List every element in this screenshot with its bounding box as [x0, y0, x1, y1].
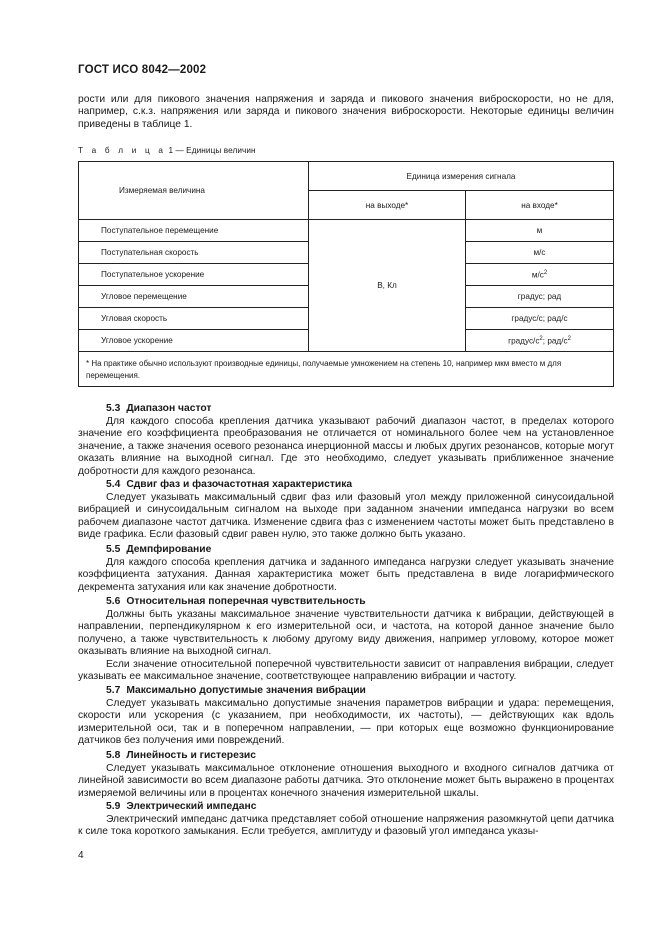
table-caption: [78, 146, 256, 155]
table-footnote: * На практике обычно используют производные единицы, получаемые умножением на степень 10, например мкм вместо м для перемещения.: [79, 352, 614, 387]
section-heading: 5.7 Максимально допустимые значения вибрации: [106, 685, 366, 696]
section-heading: 5.8 Линейность и гистерезис: [106, 750, 256, 761]
row-input-unit: м: [466, 220, 614, 242]
section-paragraph: Для каждого способа крепления датчика и заданного импеданса нагрузки следует указывать значение коэффициента затухания. Данная характеристика может быть представлена в виде логарифмического декремента затухания или как значение добротности.: [78, 557, 614, 593]
row-name: Угловое перемещение: [79, 286, 309, 308]
section-paragraph: Должны быть указаны максимальное значение чувствительности датчика к вибрации, действующей в направлении, перпендикулярном к его измерительной оси, и частота, на которой данное значение было получено, а также чувствительность к любому другому виду движения, например угловому, которое может оказывать влияние на выходной сигнал.: [78, 609, 614, 658]
row-name: Поступательное ускорение: [79, 264, 309, 286]
section-paragraph: Следует указывать максимальный сдвиг фаз или фазовый угол между приложенной синусоидальной вибрацией и синусоидальным сигналом на выходе при заданном значении импеданса нагрузки во всем рабочем диапазоне частот датчика. Изменение сдвига фаз с изменением частоты может быть представлено в виде графика. Если фазовый сдвиг равен нулю, это также должно быть указано.: [78, 492, 614, 541]
row-name: Угловая скорость: [79, 308, 309, 330]
row-input-unit: м/с: [466, 242, 614, 264]
section-paragraph: Если значение относительной поперечной чувствительности зависит от направления вибрации, следует указывать ее максимальное значение, соответствующее направлению вибрации и частоту.: [78, 659, 614, 683]
row-input-unit: градус/$с^2$; рад/$с^2$: [466, 330, 614, 352]
table-caption-text: 1 — Единицы величин: [166, 146, 256, 155]
header-quantity: Измеряемая величина: [79, 162, 309, 220]
section-heading: 5.3 Диапазон частот: [106, 403, 212, 414]
output-unit-cell: В, Кл: [309, 220, 466, 352]
header-signal-unit: Единица измерения сигнала: [309, 162, 614, 191]
section-paragraph: Для каждого способа крепления датчика указывают рабочий диапазон частот, в пределах которого значение его коэффициента преобразования не отличается от номинального более чем на установленное значение, а также значения осевого резонанса инерционной массы и любых других резонансов, которые могут оказать влияние на выходной сигнал. Где это необходимо, следует указывать приближенное значение добротности для каждого резонанса.: [78, 416, 614, 477]
section-heading: 5.6 Относительная поперечная чувствительность: [106, 596, 366, 607]
row-input-unit: $м/с^2$: [466, 264, 614, 286]
page-header: ГОСТ ИСО 8042—2002: [78, 64, 207, 76]
row-name: Угловое ускорение: [79, 330, 309, 352]
table-caption-prefix: Т а б л и ц а: [78, 146, 167, 155]
row-name: Поступательная скорость: [79, 242, 309, 264]
section-paragraph: Следует указывать максимальное отклонение отношения выходного и входного сигналов датчика от линейной зависимости во всем диапазоне работы датчика. Это отклонение может быть выражено в процентах измеряемой величины или в процентах конечного значения измерительной шкалы.: [78, 763, 614, 799]
page-number: 4: [78, 850, 84, 861]
section-paragraph: Электрический импеданс датчика представляет собой отношение напряжения разомкнутой цепи датчика к силе тока короткого замыкания. Если требуется, амплитуду и фазовый угол импеданса указы-: [78, 814, 614, 838]
header-output: на выходе*: [309, 191, 466, 220]
section-heading: 5.9 Электрический импеданс: [106, 801, 257, 812]
row-input-unit: градус/с; рад/с: [466, 308, 614, 330]
units-table: [78, 161, 614, 387]
intro-paragraph: рости или для пикового значения напряжения и заряда и пикового значения виброскорости, но не для, например, с.к.з. напряжения или заряда и пикового значения виброскорости. Некоторые единицы величин приведены в таблице 1.: [78, 94, 614, 130]
section-heading: 5.4 Сдвиг фаз и фазочастотная характеристика: [106, 479, 353, 490]
row-input-unit: градус; рад: [466, 286, 614, 308]
section-paragraph: Следует указывать максимально допустимые значения параметров вибрации и удара: перемещения, скорости или ускорения (с указанием, при необходимости, их частоты), — действующих как вдоль измерительной оси, так и в поперечном направлении, — при которых еще возможно функционирование датчиков без получения ими повреждений.: [78, 698, 614, 747]
row-name: Поступательное перемещение: [79, 220, 309, 242]
section-heading: 5.5 Демпфирование: [106, 544, 212, 555]
header-input: на входе*: [466, 191, 614, 220]
